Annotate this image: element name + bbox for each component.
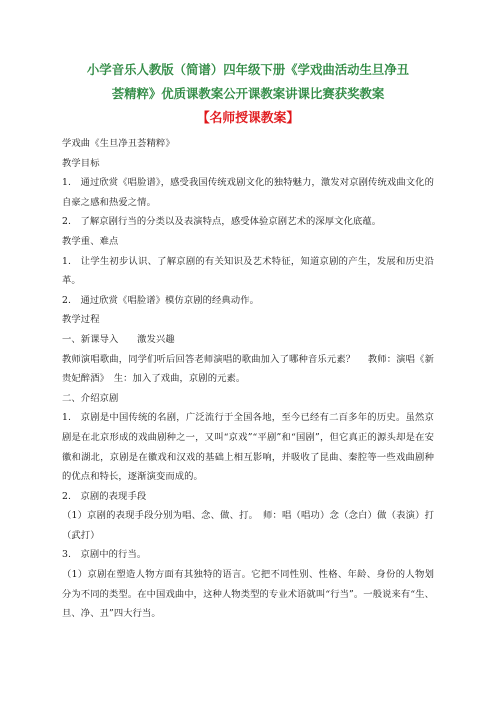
peking-opera-means-heading: 2. 京剧的表现手段 xyxy=(62,490,147,502)
key-point-item-1: 1. 让学生初步认识、了解京剧的有关知识及艺术特征，知道京剧的产生，发展和历史沿革。 xyxy=(62,255,434,287)
title-line-2: 荟精粹》优质课教案公开课教案讲课比赛获奖教案 xyxy=(111,86,385,101)
section-heading-process: 教学过程 xyxy=(62,314,100,326)
lesson-name: 学戏曲《生旦净丑荟精粹》 xyxy=(62,138,175,149)
key-point-item-2: 2. 通过欣赏《唱脸谱》模仿京剧的经典动作。 xyxy=(62,294,260,306)
section-heading-key-points: 教学重、难点 xyxy=(62,235,119,247)
document-body xyxy=(62,134,434,624)
document-subtitle: 【名师授课教案】 xyxy=(196,111,300,126)
title-line-1: 小学音乐人教版（简谱）四年级下册《学戏曲活动生旦净丑 xyxy=(86,62,410,77)
section-heading-goals: 教学目标 xyxy=(62,157,100,169)
peking-opera-roles-text: （1）京剧在塑造人物方面有其独特的语言。它把不同性别、性格、年龄、身份的人物划分为不同的类型。在中国戏曲中，这种人物类型的专业术语就叫“行当”。一般说来有“生、旦、净、丑”四大行当。 xyxy=(62,569,434,620)
peking-opera-roles-heading: 3. 京剧中的行当。 xyxy=(62,549,147,561)
process-step-1-heading: 一、新课导入 激发兴趣 xyxy=(62,333,175,345)
process-step-2-heading: 二、介绍京剧 xyxy=(62,392,119,404)
goal-item-1: 1. 通过欣赏《唱脸谱》，感受我国传统戏剧文化的独特魅力，激发对京剧传统戏曲文化的自豪之感和热爱之情。 xyxy=(62,177,434,208)
peking-opera-means-text: （1）京剧的表现手段分别为唱、念、做、打。 师：唱（唱功）念（念白）做（表演）打（武打） xyxy=(62,510,434,541)
process-step-1-text: 教师演唱歌曲，同学们听后回答老师演唱的歌曲加入了哪种音乐元素？ 教师：演唱《新贵妃醉酒》 生：加入了戏曲，京剧的元素。 xyxy=(62,353,434,385)
peking-opera-intro: 1. 京剧是中国传统的名剧，广泛流行于全国各地，至今已经有二百多年的历史。虽然京剧是在北京形成的戏曲剧种之一，又叫“京戏”“平剧”和“国剧”，但它真正的源头却是在安徽和湖北，京剧是在徽戏和汉戏的基础上相互影响，并吸收了昆曲、秦腔等一些戏曲剧种的优点和特长，逐渐演变而成的。 xyxy=(62,412,434,483)
goal-item-2: 2. 了解京剧行当的分类以及表演特点，感受体验京剧艺术的深厚文化底蕴。 xyxy=(62,216,382,228)
document-title xyxy=(62,58,434,106)
